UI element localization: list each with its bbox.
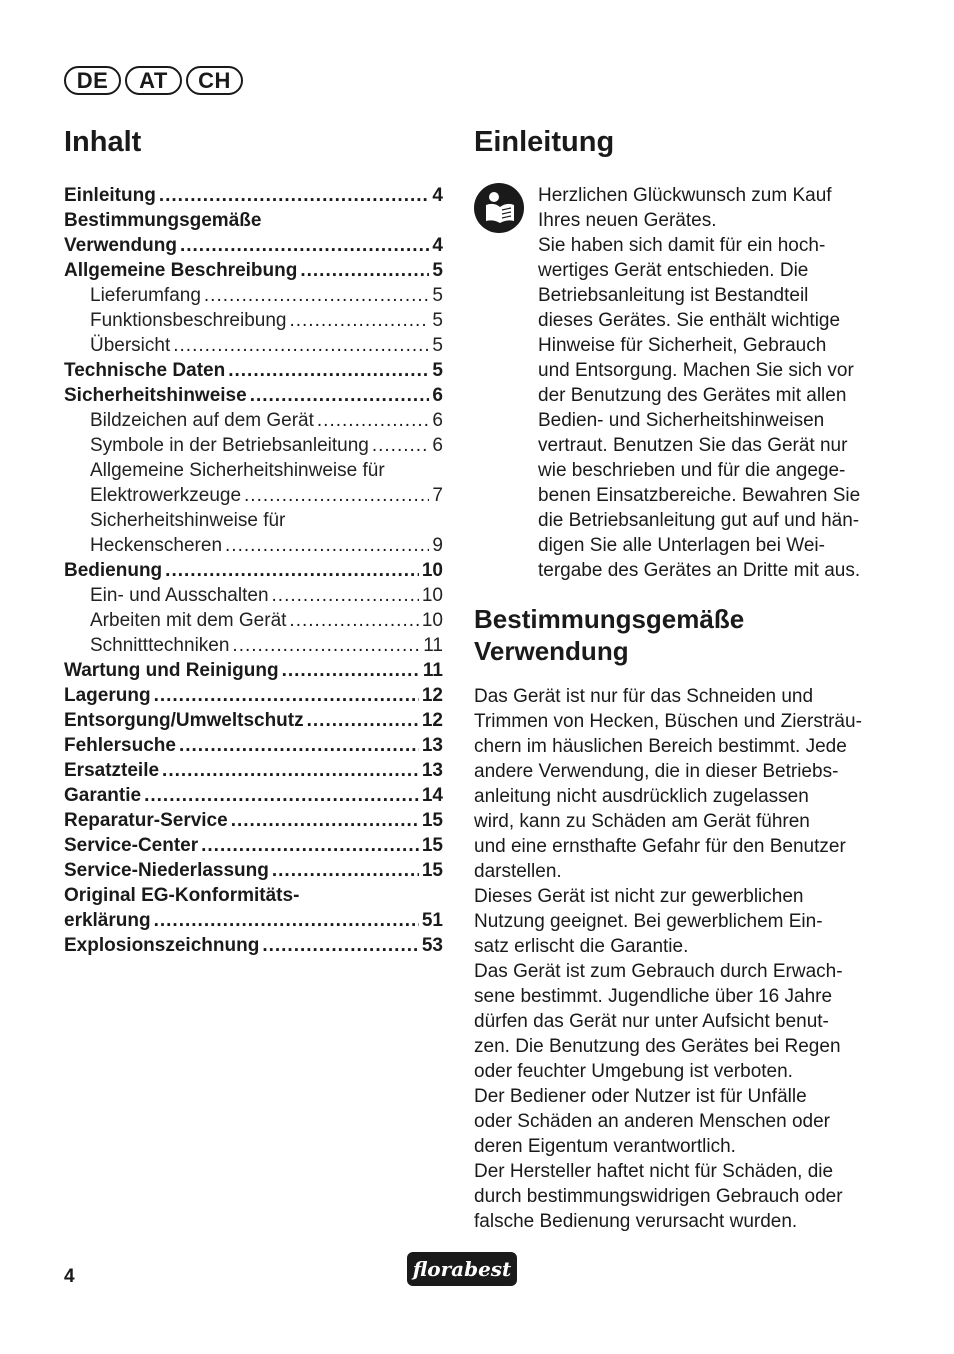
toc-entry-title: Entsorgung/Umweltschutz xyxy=(64,710,304,731)
toc-entry xyxy=(64,508,443,533)
toc-entry-page: 12 xyxy=(421,685,443,706)
florabest-logo xyxy=(407,1252,517,1286)
toc-entry-title: Original EG-Konformitäts- xyxy=(64,885,300,906)
toc-entry xyxy=(64,858,443,883)
toc-dot-leader xyxy=(300,258,429,283)
country-badges xyxy=(64,66,243,95)
toc-entry-page: 5 xyxy=(432,335,443,356)
toc-entry-page: 10 xyxy=(421,610,443,631)
page-number: 4 xyxy=(64,1266,75,1287)
toc-entry-title: Übersicht xyxy=(90,335,171,356)
toc-entry xyxy=(64,208,443,233)
toc-entry xyxy=(64,233,443,258)
toc-entry-title: Lieferumfang xyxy=(90,285,201,306)
toc-dot-leader xyxy=(162,758,419,783)
toc-entry-title: Ersatzteile xyxy=(64,760,160,781)
toc-entry-page: 10 xyxy=(421,560,443,581)
toc-entry-title: Sicherheitshinweise xyxy=(64,385,247,406)
toc-dot-leader xyxy=(179,733,419,758)
toc-entry xyxy=(64,408,443,433)
toc-entry-page: 15 xyxy=(421,860,443,881)
toc-dot-leader xyxy=(204,283,430,308)
toc-dot-leader xyxy=(180,233,429,258)
toc-entry-page: 12 xyxy=(421,710,443,731)
toc-dot-leader xyxy=(272,858,419,883)
toc-dot-leader xyxy=(307,708,419,733)
toc-entry-title: Lagerung xyxy=(64,685,151,706)
toc-entry-title: Verwendung xyxy=(64,235,177,256)
toc-entry xyxy=(64,733,443,758)
toc-entry xyxy=(64,683,443,708)
toc-entry xyxy=(64,333,443,358)
toc-entry-title: Ein- und Ausschalten xyxy=(90,585,269,606)
toc-dot-leader xyxy=(154,908,419,933)
country-badge-de: DE xyxy=(64,66,121,95)
toc-entry xyxy=(64,283,443,308)
toc-entry-title: Arbeiten mit dem Gerät xyxy=(90,610,287,631)
toc-entry xyxy=(64,758,443,783)
toc-entry-page: 6 xyxy=(432,435,443,456)
toc-entry-title: Garantie xyxy=(64,785,142,806)
table-of-contents xyxy=(64,183,443,958)
toc-entry xyxy=(64,358,443,383)
toc-entry-title: Symbole in der Betriebsanleitung xyxy=(90,435,369,456)
toc-dot-leader xyxy=(173,333,429,358)
toc-entry-title: Elektrowerkzeuge xyxy=(90,485,242,506)
toc-entry xyxy=(64,533,443,558)
toc-entry-title: Allgemeine Beschreibung xyxy=(64,260,298,281)
toc-dot-leader xyxy=(159,183,430,208)
toc-entry xyxy=(64,708,443,733)
toc-entry-page: 4 xyxy=(432,235,443,256)
toc-entry xyxy=(64,933,443,958)
toc-entry xyxy=(64,783,443,808)
toc-entry-title: Service-Niederlassung xyxy=(64,860,269,881)
toc-dot-leader xyxy=(201,833,419,858)
toc-title: Inhalt xyxy=(64,126,142,158)
toc-entry xyxy=(64,883,443,908)
toc-entry-page: 13 xyxy=(421,760,443,781)
toc-dot-leader xyxy=(289,608,418,633)
toc-entry-title: Bestimmungsgemäße xyxy=(64,210,262,231)
toc-entry-title: Heckenscheren xyxy=(90,535,223,556)
toc-entry-page: 5 xyxy=(432,285,443,306)
toc-entry-title: Bedienung xyxy=(64,560,163,581)
country-badge-at: AT xyxy=(125,66,182,95)
toc-dot-leader xyxy=(289,308,429,333)
toc-entry-title: Funktionsbeschreibung xyxy=(90,310,287,331)
toc-dot-leader xyxy=(262,933,419,958)
toc-entry-page: 15 xyxy=(421,835,443,856)
toc-entry-title: Fehlersuche xyxy=(64,735,176,756)
usage-paragraph: Das Gerät ist nur für das Schneiden und Trimmen von Hecken, Büschen und Ziersträu- chern im häuslichen Bereich bestimmt. Jede andere Verwendung, die in dieser Betriebs- anleitung nicht ausdrücklich zugelassen wird, kann zu Schäden am Gerät führen und eine ernsthafte Gefahr für den Benutzer darstellen. Dieses Gerät ist nicht zur gewerblichen Nutzung geeignet. Bei gewerblichem Ein- satz erlischt die Garantie. Das Gerät ist zum Gebrauch durch Erwach- sene bestimmt. Jugendliche über 16 Jahre dürfen das Gerät nur unter Aufsicht benut- zen. Die Benutzung des Gerätes bei Regen oder feuchter Umgebung ist verboten. Der Bediener oder Nutzer ist für Unfälle oder Schäden an anderen Menschen oder deren Eigentum verantwortlich. Der Hersteller haftet nicht für Schäden, die durch bestimmungswidrigen Gebrauch oder falsche Bedienung verursacht wurden. xyxy=(474,686,862,1232)
toc-entry xyxy=(64,808,443,833)
toc-entry-page: 4 xyxy=(432,185,443,206)
toc-entry-page: 5 xyxy=(432,260,443,281)
usage-title: Bestimmungsgemäße Verwendung xyxy=(474,604,745,666)
toc-entry-title: Allgemeine Sicherheitshinweise für xyxy=(90,460,385,481)
read-manual-icon xyxy=(474,183,524,233)
toc-entry-page: 5 xyxy=(432,310,443,331)
toc-entry xyxy=(64,658,443,683)
toc-entry xyxy=(64,558,443,583)
toc-entry-title: Bildzeichen auf dem Gerät xyxy=(90,410,314,431)
toc-dot-leader xyxy=(244,483,429,508)
toc-dot-leader xyxy=(165,558,419,583)
toc-entry-title: Wartung und Reinigung xyxy=(64,660,279,681)
toc-entry xyxy=(64,483,443,508)
toc-entry xyxy=(64,458,443,483)
toc-dot-leader xyxy=(154,683,419,708)
toc-entry-title: Reparatur-Service xyxy=(64,810,228,831)
toc-entry xyxy=(64,433,443,458)
toc-dot-leader xyxy=(317,408,430,433)
toc-entry xyxy=(64,383,443,408)
toc-entry xyxy=(64,583,443,608)
toc-entry-page: 10 xyxy=(421,585,443,606)
intro-paragraph: Herzlichen Glückwunsch zum Kauf Ihres neuen Gerätes. Sie haben sich damit für ein hoch- wertiges Gerät entschieden. Die Betriebsanleitung ist Bestandteil dieses Gerätes. Sie enthält wichtige Hinweise für Sicherheit, Gebrauch und Entsorgung. Machen Sie sich vor der Benutzung des Gerätes mit allen Bedien- und Sicherheitshinweisen vertraut. Benutzen Sie das Gerät nur wie beschrieben und für die angege- benen Einsatzbereiche. Bewahren Sie die Betriebsanleitung gut auf und hän- digen Sie alle Unterlagen bei Wei- tergabe des Gerätes an Dritte mit aus. xyxy=(538,185,861,581)
toc-entry-title: Technische Daten xyxy=(64,360,226,381)
toc-entry-title: erklärung xyxy=(64,910,151,931)
toc-entry-title: Sicherheitshinweise für xyxy=(90,510,286,531)
toc-entry xyxy=(64,258,443,283)
logo-text: florabest xyxy=(412,1257,512,1281)
toc-entry xyxy=(64,908,443,933)
toc-dot-leader xyxy=(144,783,419,808)
toc-entry-page: 5 xyxy=(432,360,443,381)
toc-entry xyxy=(64,183,443,208)
toc-entry xyxy=(64,308,443,333)
toc-dot-leader xyxy=(272,583,419,608)
intro-title: Einleitung xyxy=(474,126,615,158)
toc-entry-page: 9 xyxy=(432,535,443,556)
toc-dot-leader xyxy=(372,433,430,458)
country-badge-ch: CH xyxy=(186,66,243,95)
toc-entry-page: 51 xyxy=(421,910,443,931)
toc-entry-page: 7 xyxy=(432,485,443,506)
toc-entry-page: 53 xyxy=(421,935,443,956)
toc-entry-page: 6 xyxy=(432,410,443,431)
toc-entry-title: Explosionszeichnung xyxy=(64,935,260,956)
toc-dot-leader xyxy=(225,533,429,558)
toc-entry-title: Einleitung xyxy=(64,185,156,206)
toc-entry-title: Service-Center xyxy=(64,835,199,856)
toc-entry xyxy=(64,833,443,858)
toc-entry-page: 11 xyxy=(423,635,443,656)
toc-entry xyxy=(64,608,443,633)
toc-entry-title: Schnitttechniken xyxy=(90,635,230,656)
toc-entry-page: 13 xyxy=(421,735,443,756)
toc-dot-leader xyxy=(228,358,429,383)
toc-entry-page: 11 xyxy=(422,660,443,681)
toc-dot-leader xyxy=(250,383,430,408)
toc-entry-page: 15 xyxy=(421,810,443,831)
toc-dot-leader xyxy=(282,658,420,683)
toc-dot-leader xyxy=(231,808,419,833)
toc-entry-page: 6 xyxy=(432,385,443,406)
toc-entry-page: 14 xyxy=(421,785,443,806)
toc-dot-leader xyxy=(232,633,420,658)
toc-entry xyxy=(64,633,443,658)
